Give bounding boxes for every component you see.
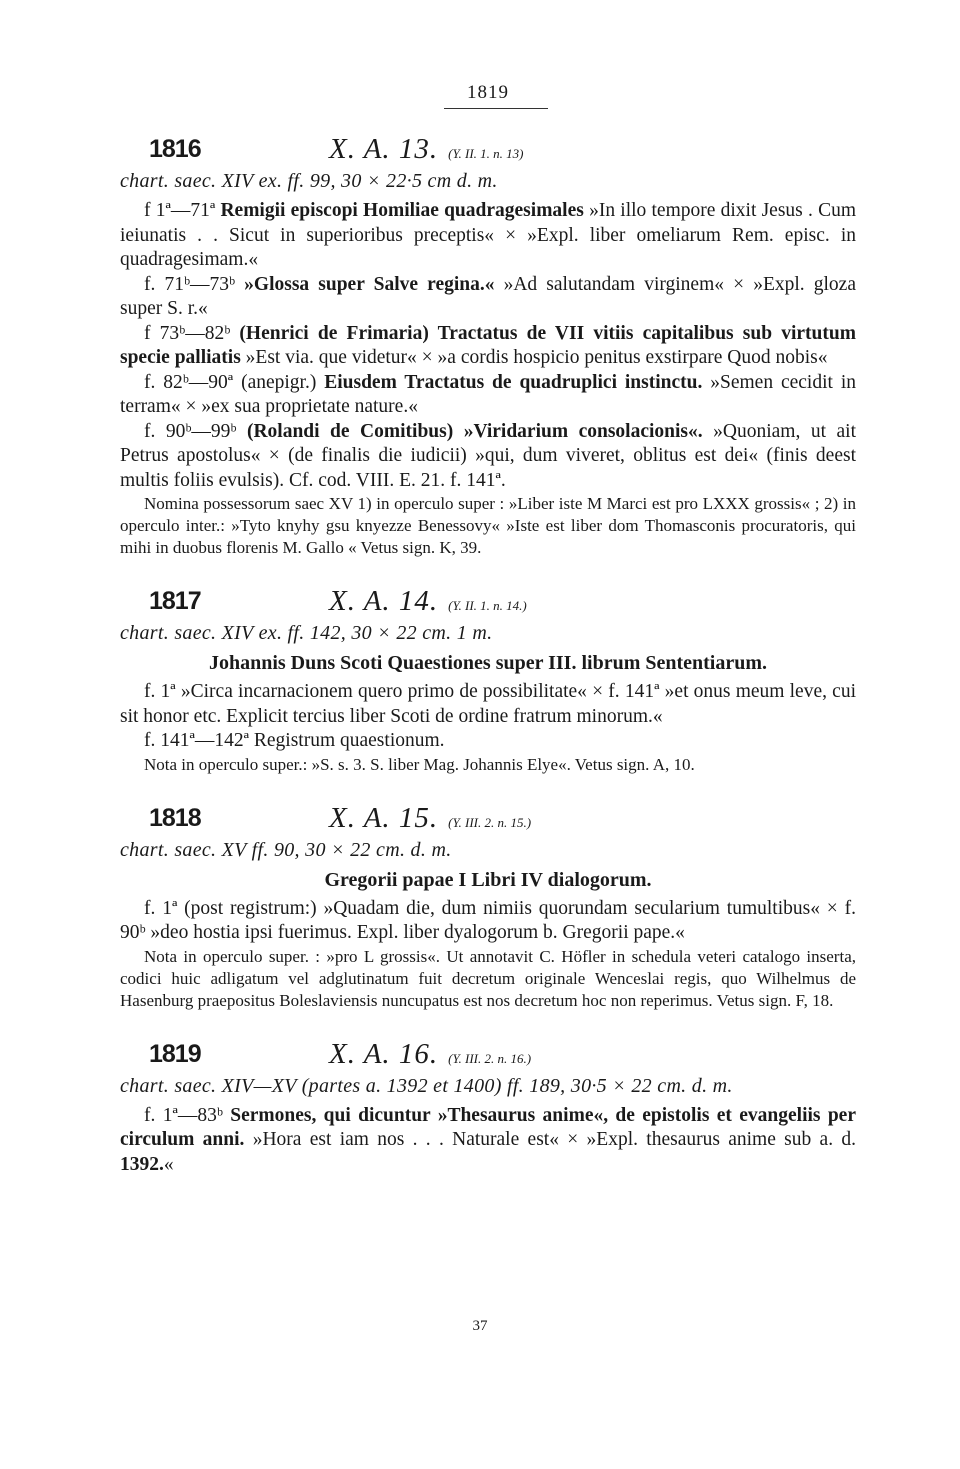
entry-heading <box>120 1036 856 1072</box>
physical-description: chart. saec. XIV ex. ff. 99, 30 × 22·5 cm d. m. <box>120 170 498 192</box>
catalog-entry-1818 <box>120 800 856 1012</box>
catalog-entry-1816 <box>120 131 856 559</box>
shelfmark: X. A. 15. (Y. III. 2. n. 15.) <box>329 801 532 834</box>
provenance-note: Nota in operculo super. : »pro L grossis«. Ut annotavit C. Höfler in schedula veteri catalogo inserta, codici huic adligatum vel adglutinatum fuit decretum originale Wenceslai regis, quo Wilhelmus de Hasenburg praepositus Boleslaviensis nuncupatus est nos decretum hoc non reperimus. Vetus sign. F, 18. <box>120 946 856 1010</box>
content-paragraph: f. 90ᵇ—99ᵇ (Rolandi de Comitibus) »Viridarium consolacionis«. »Quoniam, ut ait Petrus apostolus« × (de finalis die iudicii) »qui, dum viveret, oblitus est dei« (finis deest multis foliis evulsis). Cf. cod. VIII. E. 21. f. 141ª. <box>120 420 856 491</box>
work-title: Gregorii papae I Libri IV dialogorum. <box>324 868 652 891</box>
physical-description: chart. saec. XIV ex. ff. 142, 30 × 22 cm. 1 m. <box>120 622 493 644</box>
header-rule <box>444 108 548 109</box>
content-paragraph: f. 1ª (post registrum:) »Quadam die, dum nimiis quorundam secularium tumultibus« × f. 90ᵇ »deo hostia ipsi fuerimus. Expl. liber dyalogorum b. Gregorii pape.« <box>120 897 856 943</box>
old-signature: (Y. II. 1. n. 14.) <box>448 598 527 613</box>
content-paragraph: f. 1ª »Circa incarnacionem quero primo de possibilitate« × f. 141ª »et onus meum leve, cui sit honor etc. Explicit tercius liber Scoti de ordine fratrum minorum.« <box>120 681 856 727</box>
content-paragraph: f. 71ᵇ—73ᵇ »Glossa super Salve regina.« »Ad salutandam virginem« × »Expl. gloza super S. r.« <box>120 273 856 319</box>
entry-heading <box>120 800 856 836</box>
catalog-entry-1819 <box>120 1036 856 1178</box>
running-head: 1819 <box>467 82 509 103</box>
entry-heading <box>120 131 856 167</box>
content-paragraph: f. 141ª—142ª Registrum quaestionum. <box>144 730 445 751</box>
page-number: 37 <box>472 1318 488 1334</box>
provenance-note: Nomina possessorum saec XV 1) in operculo super : »Liber iste M Marci est pro LXXX grossis« ; 2) in operculo inter.: »Tyto knyhy gsu knyezze Benessovy« »Iste est liber dom Thomasconis procuratoris, qui mihi in duobus florenis M. Gallo « Vetus sign. K, 39. <box>120 494 856 557</box>
provenance-note: Nota in operculo super.: »S. s. 3. S. liber Mag. Johannis Elye«. Vetus sign. A, 10. <box>144 754 695 774</box>
shelfmark: X. A. 14. (Y. II. 1. n. 14.) <box>329 585 527 617</box>
old-signature: (Y. III. 2. n. 16.) <box>448 1050 532 1066</box>
catalog-entry-1817 <box>120 583 856 776</box>
physical-description: chart. saec. XIV—XV (partes a. 1392 et 1400) ff. 189, 30·5 × 22 cm. d. m. <box>120 1074 733 1097</box>
content-paragraph: f 1ª—71ª Remigii episcopi Homiliae quadragesimales »In illo tempore dixit Jesus . Cum ieiunatis . . Sicut in superioribus preceptis« × »Expl. liber omeliarum Rem. episc. in quadragesimam.« <box>120 200 857 270</box>
content-paragraph: f. 82ᵇ—90ª (anepigr.) Eiusdem Tractatus de quadruplici instinctu. »Semen cecidit in terram« × »ex sua proprietate nature.« <box>120 371 856 417</box>
content-paragraph: f. 1ª—83ᵇ Sermones, qui dicuntur »Thesaurus anime«, de epistolis et evangeliis per circulum anni. »Hora est iam nos . . . Naturale est« × »Expl. thesaurus anime sub a. d. 1392.« <box>120 1104 857 1175</box>
content-paragraph: f 73ᵇ—82ᵇ (Henrici de Frimaria) Tractatus de VII vitiis capitalibus sub virtutum specie palliatis »Est via. que videtur« × »a cordis hospicio penitus exstirpare Quod nobis« <box>120 322 856 368</box>
shelfmark: X. A. 13. (Y. II. 1. n. 13) <box>329 133 524 165</box>
entry-number: 1816 <box>149 135 201 163</box>
work-title: Johannis Duns Scoti Quaestiones super III. librum Sententiarum. <box>208 652 768 674</box>
entry-number: 1818 <box>149 803 201 832</box>
shelfmark: X. A. 16. (Y. III. 2. n. 16.) <box>329 1037 532 1070</box>
physical-description: chart. saec. XV ff. 90, 30 × 22 cm. d. m. <box>120 838 452 861</box>
entry-number: 1819 <box>149 1039 201 1068</box>
entry-heading <box>120 583 856 619</box>
old-signature: (Y. III. 2. n. 15.) <box>448 814 532 830</box>
entry-number: 1817 <box>149 587 201 615</box>
document-page <box>120 82 856 1177</box>
old-signature: (Y. II. 1. n. 13) <box>448 146 524 161</box>
